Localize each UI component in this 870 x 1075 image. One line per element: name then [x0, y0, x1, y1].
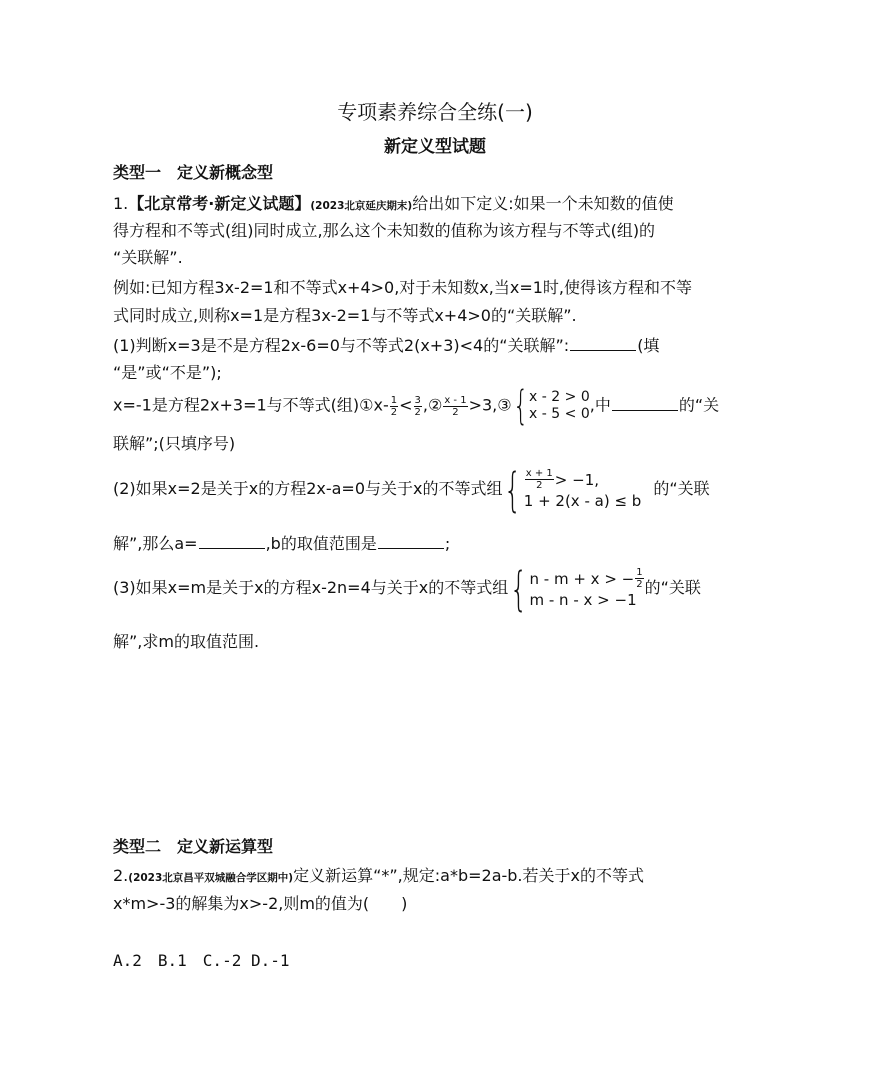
answer-blank-2[interactable] — [612, 396, 678, 411]
part3-fraction-den: 2 — [636, 579, 643, 590]
part2-row1-rest: > −1, — [554, 470, 600, 489]
fraction-2-den: 2 — [414, 406, 421, 418]
q1-part1c-start: x=-1是方程2x+3=1与不等式(组)①x- — [113, 395, 389, 415]
brace-icon: { — [512, 383, 528, 429]
q1-part1c-end: 的“关 — [678, 395, 720, 415]
q1-part2b-mid: ,b的取值范围是 — [265, 534, 377, 553]
q1-line1 — [113, 194, 674, 216]
fraction-1-den: 2 — [390, 406, 398, 418]
section-heading-type2: 类型二 定义新运算型 — [113, 837, 274, 856]
page-subtitle: 新定义型试题 — [384, 137, 486, 157]
answer-blank-b-range[interactable] — [378, 534, 444, 549]
q1-source: (2023北京延庆期末) — [310, 200, 413, 212]
system3-row2: x - 5 < 0 — [529, 406, 590, 422]
q2-number: 2. — [113, 866, 129, 885]
section-heading-type1: 类型一 定义新概念型 — [113, 163, 274, 182]
answer-blank-a[interactable] — [199, 534, 265, 549]
q1-part2-line1 — [113, 462, 710, 517]
fraction-1-num: 1 — [390, 394, 398, 406]
q1-part1-line4: 联解”;(只填序号) — [113, 434, 236, 453]
brace-icon: { — [510, 561, 528, 616]
q1-part2b-end: ; — [444, 534, 451, 553]
fraction-3 — [443, 395, 467, 418]
circle-2-label: ,② — [422, 395, 443, 415]
q2-options[interactable]: A.2 B.1 C.-2 D.-1 — [113, 951, 290, 970]
part2-row1 — [524, 468, 642, 491]
brace-icon: { — [504, 462, 522, 517]
page-title: 专项素养综合全练(一) — [337, 100, 533, 124]
fraction-2-num: 3 — [414, 394, 421, 406]
q2-source: (2023北京昌平双城融合学区期中) — [128, 872, 294, 884]
part2-fraction-den: 2 — [536, 480, 543, 491]
gt-three-label: >3,③ — [468, 395, 512, 415]
q1-part1-text: (1)判断x=3是不是方程2x-6=0与不等式2(x+3)<4的“关联解”: — [113, 336, 570, 355]
q1-line2: 得方程和不等式(组)同时成立,那么这个未知数的值称为该方程与不等式(组)的 — [113, 221, 656, 240]
q1-tag: 【北京常考·新定义试题】 — [128, 194, 311, 213]
q1-example-line1: 例如:已知方程3x-2=1和不等式x+4>0,对于未知数x,当x=1时,使得该方程和不等 — [113, 278, 693, 297]
q1-text-line1: 给出如下定义:如果一个未知数的值使 — [412, 194, 674, 213]
inequality-system-part2 — [502, 462, 642, 517]
inequality-system-3 — [512, 383, 590, 429]
q2-line1 — [113, 866, 644, 888]
system3-row1: x - 2 > 0 — [529, 389, 590, 405]
zhong-label: ,中 — [589, 395, 611, 415]
part3-row2: m - n - x > −1 — [529, 591, 637, 609]
q1-part1-line3 — [113, 383, 720, 429]
less-than-sign: < — [399, 395, 413, 415]
part2-fraction — [525, 468, 554, 491]
q2-line2: x*m>-3的解集为x>-2,则m的值为( ) — [113, 894, 408, 913]
q1-part2-start: (2)如果x=2是关于x的方程2x-a=0与关于x的不等式组 — [113, 479, 503, 498]
answer-blank-1[interactable] — [570, 336, 636, 351]
q1-part1-line2: “是”或“不是”); — [113, 363, 222, 382]
part3-row1-text: n - m + x > − — [529, 569, 635, 588]
fraction-1 — [390, 395, 398, 418]
q1-line3: “关联解”. — [113, 248, 183, 267]
q1-example-line2: 式同时成立,则称x=1是方程3x-2=1与不等式x+4>0的“关联解”. — [113, 306, 577, 325]
part2-row2: 1 + 2(x - a) ≤ b — [523, 492, 642, 510]
q1-number: 1. — [113, 194, 129, 213]
part3-fraction-num: 1 — [636, 567, 643, 578]
q1-part2-line2 — [113, 534, 450, 554]
part2-fraction-num: x + 1 — [525, 468, 553, 479]
q1-part3-end: 的“关联 — [644, 578, 701, 597]
q2-text-line1: 定义新运算“*”,规定:a*b=2a-b.若关于x的不等式 — [293, 866, 644, 885]
part3-row1 — [530, 567, 645, 590]
fraction-3-num: x - 1 — [444, 394, 467, 406]
q1-part1-line1 — [113, 336, 659, 356]
q1-part1-tail: (填 — [637, 336, 660, 355]
part3-fraction — [635, 567, 643, 590]
inequality-system-part3 — [508, 561, 644, 616]
fraction-2 — [414, 395, 422, 418]
q1-part3-line1 — [113, 561, 701, 616]
q1-part2-end: 的“关联 — [653, 479, 710, 498]
q1-part3-start: (3)如果x=m是关于x的方程x-2n=4与关于x的不等式组 — [113, 578, 509, 597]
q1-part3-line2: 解”,求m的取值范围. — [113, 632, 260, 651]
q1-part2b-start: 解”,那么a= — [113, 534, 198, 553]
fraction-3-den: 2 — [452, 406, 459, 418]
